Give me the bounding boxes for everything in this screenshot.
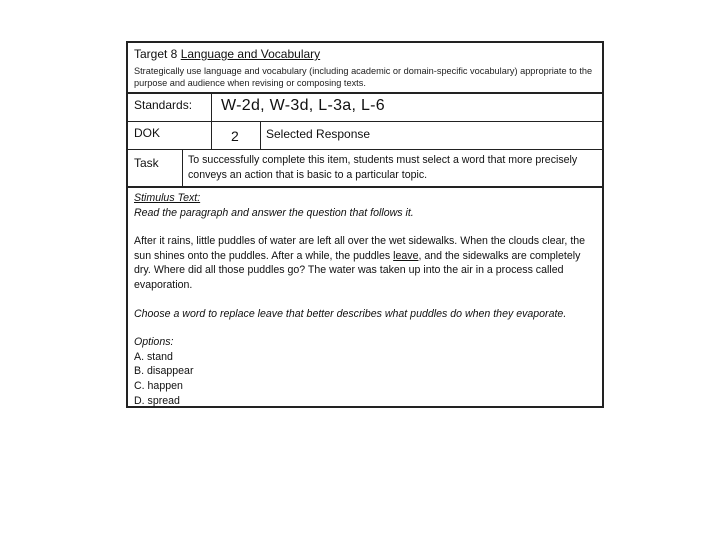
standards-label: Standards:	[134, 98, 193, 112]
stimulus-paragraph	[134, 234, 600, 292]
divider-standards	[128, 121, 602, 122]
question-text: Choose a word to replace leave that better describes what puddles do when they evaporate.	[134, 307, 567, 320]
option-d: D. spread	[134, 394, 180, 407]
underlined-word: leave	[393, 249, 419, 262]
dok-value: 2	[231, 128, 239, 144]
standards-value: W-2d, W-3d, L-3a, L-6	[221, 97, 385, 114]
task-label: Task	[134, 156, 159, 170]
stimulus-section	[134, 191, 600, 408]
item-specification-card	[126, 41, 604, 408]
option-c: C. happen	[134, 379, 183, 392]
target-prefix: Target 8	[134, 47, 178, 61]
target-name: Language and Vocabulary	[180, 47, 321, 61]
divider-dok	[128, 149, 602, 150]
paragraph-part-2: , and the sidewalks are completely dry. Where did all those puddles go? The water was taken up into the air in a process called evaporation.	[134, 249, 581, 291]
target-title	[134, 46, 596, 62]
target-header	[128, 43, 602, 95]
option-a: A. stand	[134, 350, 173, 363]
task-description: To successfully complete this item, students must select a word that more precisely conveys an action that is basic to a particular topic.	[188, 154, 578, 181]
item-type: Selected Response	[266, 127, 371, 141]
option-b: B. disappear	[134, 365, 194, 378]
paragraph-part-1: After it rains, little puddles of water are left all over the wet sidewalks. When the clouds clear, the sun shines onto the puddles. After a while, the puddles	[134, 235, 586, 262]
divider-dok-vertical	[260, 121, 261, 150]
stimulus-instruction: Read the paragraph and answer the question that follows it.	[134, 206, 414, 219]
divider-task	[128, 186, 602, 188]
dok-label: DOK	[134, 126, 161, 140]
stimulus-heading: Stimulus Text:	[134, 192, 201, 204]
divider-standards-vertical	[211, 92, 212, 150]
options-heading: Options:	[134, 336, 174, 349]
divider-task-vertical	[182, 149, 183, 187]
target-description: Strategically use language and vocabulary (including academic or domain-specific vocabulary) appropriate to the purpose and audience when revising or composing texts.	[134, 66, 593, 88]
